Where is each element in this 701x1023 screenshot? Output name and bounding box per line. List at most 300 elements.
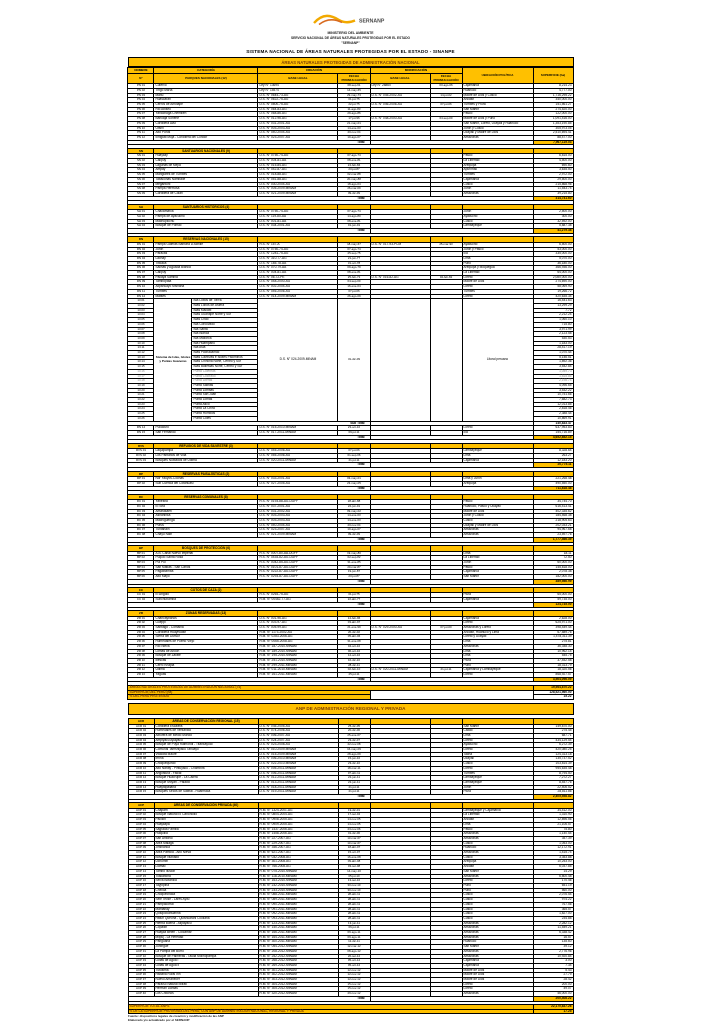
summary-label: ÁREAS NATURALES PROTEGIDAS DE ADMINISTRACIÓN NACIONAL (74) xyxy=(128,685,533,690)
cell-mod-fecha: 07-jul-06 xyxy=(430,103,462,108)
national-band: ÁREAS NATURALES PROTEGIDAS DE ADMINISTRACIÓN NACIONAL xyxy=(128,57,574,67)
cell-name: Ampiyacu Apayacu xyxy=(154,738,258,743)
cell-fecha: 01-jul-75 xyxy=(338,98,370,103)
total-label: Total xyxy=(128,795,370,800)
cell-fecha: 20-nov-04 xyxy=(338,523,370,528)
cell-island-name: Punta Atico xyxy=(192,402,258,407)
cell-fecha: 08-ago-12 xyxy=(338,949,370,954)
cell-ubicacion: Tacna xyxy=(462,752,533,757)
summary-label: SUPERFICIE TOTAL ANPS xyxy=(128,1004,533,1009)
cell-ubicacion: Lima xyxy=(462,256,533,261)
cell-base-legal: R.M. N° 301-2012-MINAM xyxy=(258,968,338,973)
cell-name: Juningue xyxy=(154,945,258,950)
cell-number: BP 02 xyxy=(128,556,154,561)
cell-fecha: 10-ago-07 xyxy=(338,135,370,140)
cell-island-name: Islas Macabí xyxy=(192,308,258,313)
cell-base-legal: R.S. N° 0193-88-AG-DGFF xyxy=(258,500,338,505)
cell-superficie: 11,543.74 xyxy=(533,187,573,192)
cell-number: ACP 14 xyxy=(128,869,154,874)
cell-name: Manglares de Tumbes xyxy=(154,173,258,178)
col-header-superficie: SUPERFICIE (ha) xyxy=(533,68,573,84)
cell-ubicacion: Lambayeque xyxy=(462,449,533,454)
cell-ubicacion: Pasco xyxy=(462,112,533,117)
cell-name: Nor Yauyos-Cochas xyxy=(154,477,258,482)
cell-superficie: 10,253.00 xyxy=(533,860,573,865)
cell-fecha: 12-oct-10 xyxy=(338,654,370,659)
cell-fecha: 22-nov-08 xyxy=(338,743,370,748)
cell-name: Tumbes xyxy=(154,289,258,294)
cell-name: Río Nieva xyxy=(154,644,258,649)
cell-ubicacion: Cajamarca xyxy=(462,598,533,603)
cell-ubicacion: Amazonas xyxy=(462,874,533,879)
cell-number: PN 12 xyxy=(128,135,154,140)
cell-base-legal: D.S. N° 037-2001-AG xyxy=(258,504,338,509)
cell-name: Güeppí xyxy=(154,621,258,626)
cell-ubicacion: Amazonas xyxy=(462,191,533,196)
cell-name: San Fernando xyxy=(154,430,258,435)
total-label: Total xyxy=(128,537,370,542)
cell-superficie: 954,635.48 xyxy=(533,766,573,771)
cell-ubicacion: Madre de Dios xyxy=(462,973,533,978)
cell-base-legal: D.S. N° 048-2000-AG xyxy=(258,280,338,285)
cell-name: Allpahuayo Mishana xyxy=(154,285,258,290)
cell-number: RC 08 xyxy=(128,533,154,538)
cell-ubicacion: Lima xyxy=(462,551,533,556)
cell-base-legal: D.S. N° 003-2003-AG xyxy=(258,126,338,131)
cell-ubicacion: Amazonas xyxy=(462,851,533,856)
cell-island-name: Isla Blanca xyxy=(192,332,258,337)
cell-island-name: Islas Chao xyxy=(192,318,258,323)
cell-superficie: 36,180.00 xyxy=(533,261,573,266)
cell-name: Manu xyxy=(154,93,258,98)
cell-base-legal: R.M. N° 208-2012-MINAM xyxy=(258,949,338,954)
cell-number: ACR 13 xyxy=(128,780,154,785)
cell-number: CC 02 xyxy=(128,598,154,603)
cell-number: ACR 05 xyxy=(128,743,154,748)
cell-base-legal: D.S. N° 070-79-AA xyxy=(258,266,338,271)
cell-number: 13.02 xyxy=(128,304,154,309)
cell-number: ACP 05 xyxy=(128,827,154,832)
cell-base-legal: R.M. N° 233-2010-MINAM xyxy=(258,888,338,893)
cell-fecha: 17-set-04 xyxy=(338,813,370,818)
cell-base-legal: R.M. N° 089-2011-MINAM xyxy=(258,898,338,903)
cell-base-legal: R.M. N° 766-2008-AG xyxy=(258,865,338,870)
cell-number: PN 08 xyxy=(128,117,154,122)
total-label: Total xyxy=(128,463,370,468)
summary-label: % DE LA SUPERFICIE PROTEGIDA DEL PERÚ, CON ANP DE ADMINISTRACIÓN NACIONAL, REGIONAL Y PRIVADA xyxy=(128,1009,533,1014)
cell-ubicacion: Cusco xyxy=(462,841,533,846)
cell-fecha: 14-nov-05 xyxy=(338,818,370,823)
regional-table-body xyxy=(128,718,573,1013)
col-header-base-legal: BASE LEGAL xyxy=(258,74,338,84)
cell-fecha: 07-jul-06 xyxy=(338,289,370,294)
cell-number: ACR 09 xyxy=(128,762,154,767)
cell-mod-base-legal: D.S. N° 020-2011-MINAM xyxy=(370,668,430,673)
cell-fecha: 28-abr-88 xyxy=(338,500,370,505)
cell-base-legal: D.S. N° 064-83-AG xyxy=(258,107,338,112)
cell-island-name: Isla Corcovado xyxy=(192,322,258,327)
cell-superficie: 1,049.73 xyxy=(533,369,573,374)
cell-name: Uchumiri xyxy=(154,860,258,865)
cell-ubicacion: Ucayali y Madre de Dios xyxy=(462,131,533,136)
cell-name: Machiguenga xyxy=(154,519,258,524)
cell-ubicacion: Ayacucho xyxy=(462,743,533,748)
cell-ubicacion: Cusco xyxy=(462,519,533,524)
cell-superficie: 28,417.19 xyxy=(533,346,573,351)
cell-superficie: 335,000.00 xyxy=(533,252,573,257)
cell-ubicacion: Piura xyxy=(462,658,533,663)
cell-fecha: 14-may-10 xyxy=(338,869,370,874)
cell-superficie: 34,412.00 xyxy=(533,808,573,813)
cell-ubicacion: San Martín xyxy=(462,945,533,950)
col-header-first-section: PARQUES NACIONALES (12) xyxy=(154,74,258,84)
cell-superficie: 12,013.85 xyxy=(533,402,573,407)
cell-number: ACR 10 xyxy=(128,766,154,771)
cell-base-legal: R.M. N° 088-2011-MINAM xyxy=(258,893,338,898)
cell-number: RP 01 xyxy=(128,477,154,482)
cell-name: San Antonio xyxy=(154,836,258,841)
cell-ubicacion: Junín xyxy=(462,187,533,192)
cell-ubicacion: Loreto xyxy=(462,766,533,771)
cell-ubicacion: Lambayeque xyxy=(462,780,533,785)
section-title: RESERVAS COMUNALES (8) xyxy=(154,494,258,500)
cell-superficie: 420,080.25 xyxy=(533,748,573,753)
cell-fecha: 22-jun-11 xyxy=(338,780,370,785)
cell-ubicacion: Cusco xyxy=(462,893,533,898)
cell-superficie: 75.80 xyxy=(533,827,573,832)
cell-superficie: 13,299.29 xyxy=(533,304,573,309)
summary-label: SUPERFICIE DEL PERÚ (ha) xyxy=(128,690,370,695)
cell-number: PN 02 xyxy=(128,88,154,93)
document-title: SISTEMA NACIONAL DE ÁREAS NATURALES PROTEGIDAS POR EL ESTADO - SINANPE xyxy=(246,49,455,54)
cell-superficie: 275.45 xyxy=(533,729,573,734)
cell-base-legal: D.S. N° 010-2009-MINAM xyxy=(258,748,338,753)
cell-ubicacion: Junín xyxy=(462,560,533,565)
cell-superficie: 5,146.51 xyxy=(533,355,573,360)
cell-superficie: 170.46 xyxy=(533,879,573,884)
national-table-header xyxy=(128,68,573,84)
cell-number: 13.04 xyxy=(128,313,154,318)
cell-mod-fecha: 03-ago-06 xyxy=(430,84,462,89)
cell-name: Huiquilla xyxy=(154,832,258,837)
cell-number: RC 06 xyxy=(128,523,154,528)
cell-fecha: 23-dic-07 xyxy=(338,738,370,743)
cell-ubicacion: Amazonas xyxy=(462,528,533,533)
cell-fecha: 21-jul-11 xyxy=(338,458,370,463)
cell-name: Pui Pui xyxy=(154,560,258,565)
cell-fecha: 06-oct-10 xyxy=(338,649,370,654)
cell-fecha: 12-nov-12 xyxy=(338,973,370,978)
cell-base-legal: D.S. N° 0644-73-AG xyxy=(258,93,338,98)
cell-name: Hierba Buena - Allpayacu xyxy=(154,921,258,926)
cell-name: Santiago - Comaina xyxy=(154,625,258,630)
cell-number: RN 04 xyxy=(128,256,154,261)
cell-name: Calipuy xyxy=(154,159,258,164)
cell-base-legal: D.S. N° 012-2011-MINAM xyxy=(258,776,338,781)
cell-name: Laquipampa xyxy=(154,449,258,454)
cell-ubicacion: Huánuco xyxy=(462,88,533,93)
total-value: 1,777,466.39 xyxy=(533,537,573,542)
cell-number: 13.22 xyxy=(128,398,154,403)
cell-base-legal: D.S. N° 031-2002-AG xyxy=(258,509,338,514)
cell-base-legal: R.M. N° 305-2012-MINAM xyxy=(258,987,338,992)
section-title: RESERVAS PAISAJÍSTICAS (2) xyxy=(154,471,258,477)
cell-superficie: 2,282.12 xyxy=(533,921,573,926)
cell-ubicacion: Junín xyxy=(462,210,533,215)
cell-island-name: Islas Ballestas Norte, Centro y Sur xyxy=(192,365,258,370)
cell-base-legal: D.S. N° 005-99-AG xyxy=(258,625,338,630)
cell-number: ZR 04 xyxy=(128,630,154,635)
cell-ubicacion: Junín xyxy=(462,785,533,790)
cell-fecha: 20-may-88 xyxy=(338,177,370,182)
cell-superficie: 2,972.00 xyxy=(533,173,573,178)
cell-superficie: 39,215.80 xyxy=(533,191,573,196)
cell-ubicacion: Cajamarca xyxy=(462,570,533,575)
total-label: Total xyxy=(128,579,370,584)
cell-base-legal: D.S. N° 006-2007-AG xyxy=(258,733,338,738)
cell-ubicacion: Tumbes xyxy=(462,173,533,178)
cell-fecha: 23-jul-87 xyxy=(338,168,370,173)
cell-ubicacion: Amazonas xyxy=(462,921,533,926)
cell-base-legal: D.S. N° 023-2007-AG xyxy=(258,528,338,533)
cell-base-legal: R.M. N° 163-2010-MINAM xyxy=(258,879,338,884)
cell-base-legal: D.S. N° 030-2004-AG xyxy=(258,182,338,187)
cell-name: Huascarán xyxy=(154,98,258,103)
cell-superficie: 135,737.52 xyxy=(533,757,573,762)
section-code: RN xyxy=(128,237,154,243)
cell-name: Paraíso Natural Iwirati xyxy=(154,982,258,987)
cell-fecha: 13-set-10 xyxy=(338,879,370,884)
cell-ubicacion: San Martín xyxy=(462,107,533,112)
cell-base-legal: R.M. N° 303-2012-MINAM xyxy=(258,978,338,983)
cell-superficie: 2,076.54 xyxy=(533,893,573,898)
cell-ubicacion: Arequipa xyxy=(462,163,533,168)
cell-number: ACR 07 xyxy=(128,752,154,757)
cell-superficie: 53,000.00 xyxy=(533,247,573,252)
cell-name: Bosque de Pómac xyxy=(154,224,258,229)
cell-base-legal: D.S. N° 119-80-AA xyxy=(258,215,338,220)
cell-number: 13.26 xyxy=(128,416,154,421)
cell-superficie: 4,777.00 xyxy=(533,88,573,93)
cell-base-legal: R.M. N° 118-2010-MINAM xyxy=(258,874,338,879)
cell-fecha: 20-nov-04 xyxy=(338,131,370,136)
cell-fecha: 20-set-12 xyxy=(338,954,370,959)
total-label: Total xyxy=(128,677,370,682)
cell-superficie: 16.57 xyxy=(533,935,573,940)
cell-fecha: 08-ene-81 xyxy=(338,159,370,164)
cell-fecha: 30-nov-10 xyxy=(338,884,370,889)
cell-ubicacion: Pasco xyxy=(462,827,533,832)
cell-fecha: 31-dic-09 xyxy=(338,299,370,421)
cell-ubicacion: Puno xyxy=(462,261,533,266)
cell-number: RN 05 xyxy=(128,261,154,266)
cell-ubicacion: Áncash xyxy=(462,865,533,870)
cell-superficie: 32,592.00 xyxy=(533,219,573,224)
sernanp-logo xyxy=(0,0,701,29)
cell-number: 13.05 xyxy=(128,318,154,323)
cell-superficie: 616,413.41 xyxy=(533,504,573,509)
cell-superficie: 3,542.84 xyxy=(533,365,573,370)
cell-name: Pacllón xyxy=(154,818,258,823)
cell-name: Bosques Nublados de Udima xyxy=(154,458,258,463)
cell-superficie: 184,468.38 xyxy=(533,514,573,519)
cell-superficie: 637,953.83 xyxy=(533,426,573,431)
cell-number: BP 03 xyxy=(128,560,154,565)
cell-ubicacion: Amazonas y Loreto xyxy=(462,625,533,630)
summary-value: 128,521,560.00 xyxy=(533,690,573,695)
cell-number: 13.11 xyxy=(128,346,154,351)
cell-superficie: 490,550.00 xyxy=(533,481,573,486)
cell-island-name: Islas Chincha Norte, Centro y Sur xyxy=(192,360,258,365)
cell-number: ZR 12 xyxy=(128,668,154,673)
cell-superficie: 2,628.00 xyxy=(533,616,573,621)
cell-ubicacion: Lima xyxy=(462,654,533,659)
cell-fecha: 01-sep-06 xyxy=(338,454,370,459)
cell-name: Yanachaga Chemillén xyxy=(154,112,258,117)
cell-base-legal: R.M. N° 187-2010-MINAM xyxy=(258,644,338,649)
cell-superficie: 3,971.99 xyxy=(533,327,573,332)
cell-number: 13.20 xyxy=(128,388,154,393)
cell-name: Paracas xyxy=(154,252,258,257)
cell-name: Huaytapallana xyxy=(154,785,258,790)
cell-number: RN 07 xyxy=(128,271,154,276)
cell-number: RC 01 xyxy=(128,500,154,505)
cell-island-name: Punta La Chira xyxy=(192,407,258,412)
cell-island-name: Islas Pachacámac xyxy=(192,351,258,356)
cell-fecha: 02-mar-88 xyxy=(338,173,370,178)
cell-number: ZR 01 xyxy=(128,616,154,621)
cell-fecha: 08-ene-81 xyxy=(338,219,370,224)
cell-number: BP 05 xyxy=(128,570,154,575)
cell-base-legal: R.M. N° 166-2011-MINAM xyxy=(258,931,338,936)
cell-ubicacion: Loreto xyxy=(462,982,533,987)
cell-fecha: 06-jul-11 xyxy=(338,926,370,931)
total-label: Total xyxy=(128,486,370,491)
cell-number: SH 02 xyxy=(128,215,154,220)
cell-mod-base-legal: D.S. N° 016-82-AG xyxy=(370,275,430,280)
cell-mod-fecha: 25-mar-93 xyxy=(430,242,462,247)
cell-base-legal: R.M. N° 093-2011-MINAM xyxy=(258,916,338,921)
cell-name: Pagaibamba xyxy=(154,570,258,575)
cell-ubicacion: Cajamarca y Lambayeque xyxy=(462,668,533,673)
total-value: 389,986.99 xyxy=(533,579,573,584)
cell-superficie: 10,869.91 xyxy=(533,416,573,421)
section-title: ZONAS RESERVADAS (13) xyxy=(154,610,258,616)
cell-number: 13.24 xyxy=(128,407,154,412)
cell-name: Pacaya Samiria xyxy=(154,275,258,280)
cell-name: Lomas de Ancón xyxy=(154,649,258,654)
cell-base-legal: D.S. N° 042-87-AG xyxy=(258,168,338,173)
cell-superficie: 4,500.00 xyxy=(533,159,573,164)
cell-number: PN 07 xyxy=(128,112,154,117)
cell-fecha: 22-abr-77 xyxy=(338,598,370,603)
cell-fecha: 23-may-05 xyxy=(338,481,370,486)
cell-number: ZR 06 xyxy=(128,640,154,645)
cell-mod-base-legal xyxy=(370,299,430,421)
cell-number: ACP 22 xyxy=(128,907,154,912)
cell-number: SH 03 xyxy=(128,219,154,224)
cell-base-legal: R.M. N° 091-2011-MINAM xyxy=(258,907,338,912)
cell-base-legal: R.M. N° 300-2011-MINAM xyxy=(258,940,338,945)
cell-ubicacion: Amazonas xyxy=(462,832,533,837)
cell-superficie: 7.34 xyxy=(533,963,573,968)
cell-ubicacion: Loreto xyxy=(462,738,533,743)
cell-fecha: 21-jul-11 xyxy=(338,785,370,790)
cell-base-legal: D.S. N° 046-2006-AG xyxy=(258,289,338,294)
cell-base-legal: R.M. N° 252-2012-MINAM xyxy=(258,954,338,959)
cell-ubicacion: Cusco xyxy=(462,182,533,187)
cell-superficie: 1,353,190.85 xyxy=(533,121,573,126)
cell-number: ZR 05 xyxy=(128,635,154,640)
cell-superficie: 1,091,416.00 xyxy=(533,117,573,122)
cell-name: Milpuj - La Heredad xyxy=(154,935,258,940)
cell-name: Cerros de Amotape xyxy=(154,103,258,108)
cell-fecha: 01-jun-01 xyxy=(338,224,370,229)
cell-number: ACR 08 xyxy=(128,757,154,762)
cell-base-legal: D.S. N° 06-72-PE xyxy=(258,275,338,280)
cell-number: ACP 28 xyxy=(128,935,154,940)
section-code: ACR xyxy=(128,718,154,724)
cell-superficie: 687.71 xyxy=(533,733,573,738)
cell-number: ACP 08 xyxy=(128,841,154,846)
cell-number: PN 10 xyxy=(128,126,154,131)
cell-superficie: 1,815.86 xyxy=(533,374,573,379)
cell-name: Gotas de Agua II xyxy=(154,963,258,968)
cell-superficie: 18.11 xyxy=(533,551,573,556)
cell-number: SN 01 xyxy=(128,154,154,159)
cell-ubicacion: Cusco xyxy=(462,762,533,767)
cell-fecha: 26-mar-09 xyxy=(338,187,370,192)
cell-superficie: 651.19 xyxy=(533,884,573,889)
cell-ubicacion: Cajamarca xyxy=(462,616,533,621)
cell-base-legal: D.S. N° 045-2005-AG xyxy=(258,724,338,729)
cell-number: 13.18 xyxy=(128,379,154,384)
cell-fecha: 31-ene-85 xyxy=(338,560,370,565)
cell-fecha: 24-feb-84 xyxy=(338,163,370,168)
cell-number: ACP 35 xyxy=(128,968,154,973)
cell-fecha: 23-oct-10 xyxy=(338,426,370,431)
cell-superficie: 8,457.76 xyxy=(533,780,573,785)
summary-label: % DEL PERÚ PROTEGIDO xyxy=(128,695,370,700)
cell-base-legal: R.M. N° 092-2011-MINAM xyxy=(258,912,338,917)
cell-base-legal: D.S. N° 045-2006-AG xyxy=(258,449,338,454)
cell-ubicacion: Ayacucho xyxy=(462,215,533,220)
cell-name: Copallín xyxy=(154,926,258,931)
cell-ubicacion: Ica xyxy=(462,252,533,257)
cell-number: ACP 10 xyxy=(128,851,154,856)
section-code: RC xyxy=(128,494,154,500)
cell-fecha: 14-ago-80 xyxy=(338,215,370,220)
cell-name: El Sira xyxy=(154,504,258,509)
cell-fecha: 03-may-01 xyxy=(338,477,370,482)
cell-number: PN 09 xyxy=(128,121,154,126)
cell-base-legal: D.S. N° 018-88-AG xyxy=(258,173,338,178)
cell-superficie: 2,198.74 xyxy=(533,379,573,384)
cell-superficie: 274,690.00 xyxy=(533,280,573,285)
cell-base-legal: D.S. N° 017-2011-MINAM xyxy=(258,430,338,435)
cell-number: PN 04 xyxy=(128,98,154,103)
cell-superficie: 103,814.39 xyxy=(533,762,573,767)
cell-base-legal: D.S. N° 003-2003-AG xyxy=(258,519,338,524)
cell-superficie: 151,561.27 xyxy=(533,103,573,108)
cell-ubicacion: Cajamarca xyxy=(462,963,533,968)
cell-superficie: 218,905.63 xyxy=(533,519,573,524)
cell-number: 13.10 xyxy=(128,341,154,346)
cell-ubicacion: Ucayali y Madre de Dios xyxy=(462,523,533,528)
cell-fecha: 14-ene-03 xyxy=(338,514,370,519)
cell-superficie: 12,183.20 xyxy=(533,458,573,463)
cell-superficie: 28,811.86 xyxy=(533,790,573,795)
